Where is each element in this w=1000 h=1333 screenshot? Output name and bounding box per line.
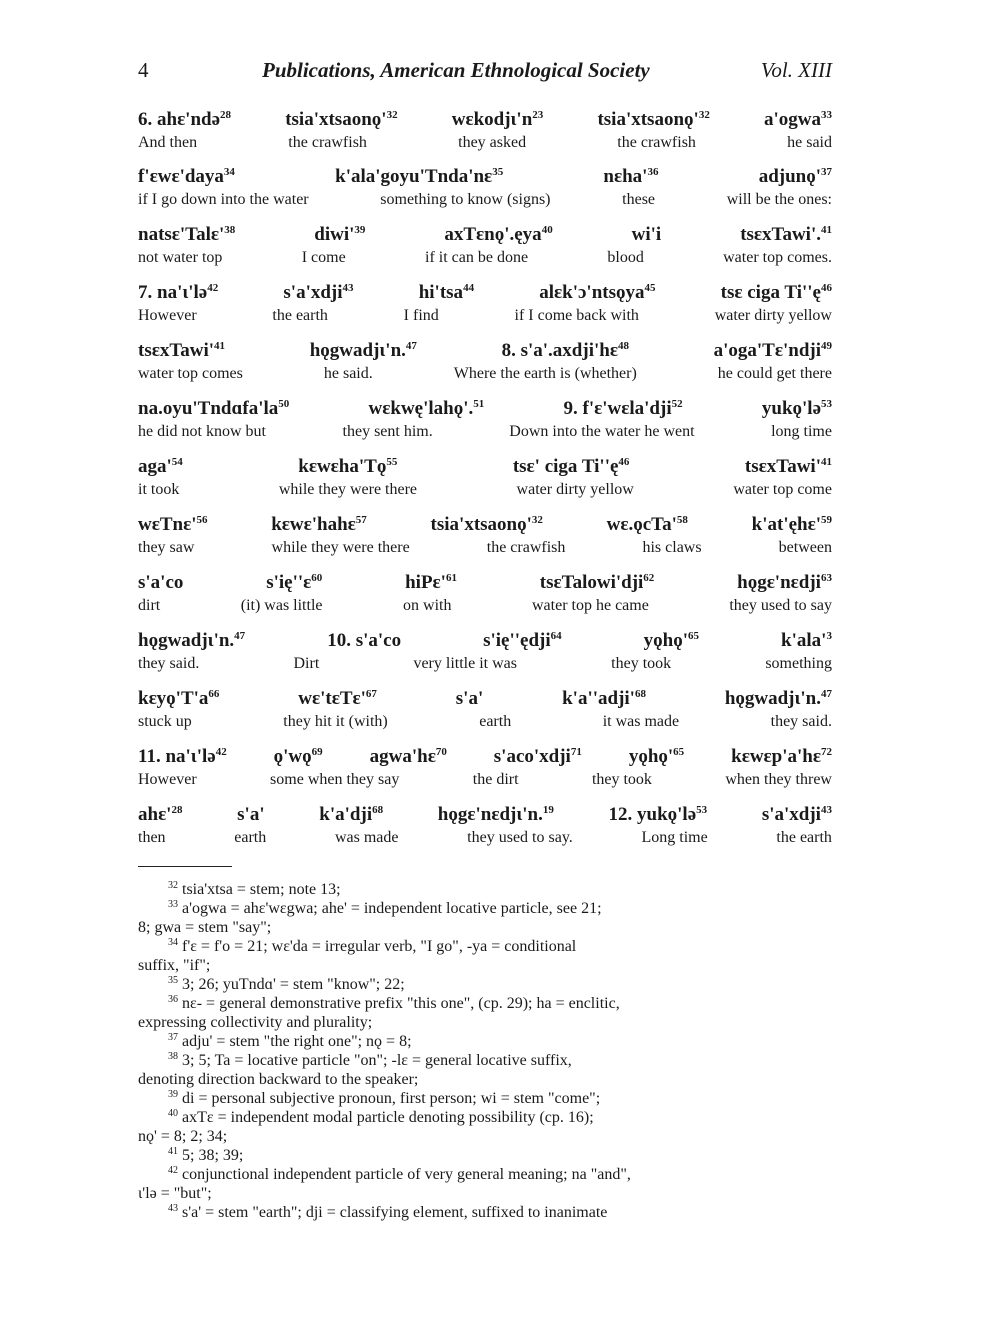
footnote-text: 5; 38; 39; (182, 1147, 244, 1164)
english-gloss-line (138, 653, 832, 674)
native-word: wɛkwę'lahǫ'.$^{51}$ (368, 398, 485, 419)
english-gloss: while they were there (271, 539, 410, 556)
footnote-ref: 32 (698, 109, 710, 121)
footnote-ref: 53 (696, 804, 708, 816)
footnote-text: 3; 5; Ta = locative particle "on"; -lɛ = general locative suffix, (182, 1052, 572, 1069)
native-word: kɛwɛ'hahɛ$^{57}$ (271, 514, 367, 535)
english-gloss: the dirt (472, 771, 519, 788)
footnote-number: 38 (168, 1051, 178, 1062)
footnote (138, 1203, 832, 1222)
native-line (138, 745, 832, 769)
footnote-ref: 46 (820, 282, 832, 294)
native-word: s'a'co (138, 572, 184, 593)
native-word: hǫgɛ'nɛdjɩ'n.$^{19}$ (437, 804, 554, 825)
native-word: 10. s'a'co (327, 630, 402, 651)
english-gloss: between (778, 539, 832, 556)
native-line (138, 455, 832, 479)
interlinear-block (138, 165, 832, 210)
native-word: $k'a''adji'^{68}$ (562, 688, 646, 709)
english-gloss: the crawfish (288, 134, 367, 151)
footnote-divider (138, 866, 232, 867)
footnote-ref: 34 (223, 166, 235, 178)
interlinear-block (138, 223, 832, 268)
footnote-ref: 38 (224, 224, 236, 236)
english-gloss-line (138, 305, 832, 326)
footnote-ref: 53 (821, 398, 832, 410)
native-line (138, 339, 832, 363)
english-gloss: his claws (642, 539, 702, 556)
footnote (138, 1013, 832, 1032)
english-gloss: earth (479, 713, 512, 730)
footnote-ref: 42 (207, 282, 219, 294)
interlinear-block (138, 687, 832, 732)
english-gloss: he did not know but (138, 423, 266, 440)
footnote-text: s'a' = stem "earth"; dji = classifying element, suffixed to inanimate (182, 1204, 608, 1221)
english-gloss: they hit it (with) (283, 713, 388, 730)
native-word: 12. yukǫ'lə$^{53}$ (608, 804, 708, 825)
footnote-ref: 51 (473, 398, 485, 410)
native-word: hǫgɛ'nɛdji$^{63}$ (737, 572, 832, 593)
footnote-ref: 59 (821, 514, 832, 526)
footnote (138, 899, 832, 918)
footnote-ref: 28 (171, 804, 183, 816)
footnote-ref: 57 (355, 514, 367, 526)
footnote-ref: 49 (821, 340, 832, 352)
footnote-ref: 62 (643, 572, 655, 584)
native-word: $tsɛxTawi'^{41}$ (744, 456, 832, 477)
english-gloss: while they were there (278, 481, 418, 498)
footnote-ref: 46 (618, 456, 630, 468)
native-word: tsɛ' ciga $Ti''ę^{46}$ (512, 456, 630, 477)
native-line (138, 397, 832, 421)
footnote (138, 1051, 832, 1070)
footnote-ref: 41 (214, 340, 226, 352)
native-line (138, 281, 832, 305)
native-word: s'ię''ędji$^{64}$ (483, 630, 562, 651)
native-word: a'oga'Tɛ'ndji$^{49}$ (713, 340, 832, 361)
native-word: 11. na'ɩ'lə$^{42}$ (138, 746, 227, 767)
english-gloss-line (138, 132, 832, 153)
english-gloss: water top come (733, 481, 832, 498)
page-number: 4 (138, 58, 149, 82)
footnote-text: f'ɛ = f'o = 21; wɛ'da = irregular verb, "I go", -ya = conditional (182, 938, 577, 955)
footnote-number: 41 (168, 1146, 178, 1157)
english-gloss: the crawfish (617, 134, 696, 151)
english-gloss: they said. (770, 713, 832, 730)
footnote-number: 33 (168, 899, 178, 910)
english-gloss: they took (591, 771, 652, 788)
footnote-ref: 47 (405, 340, 417, 352)
native-line (138, 571, 832, 595)
native-word: $tsɛxTawi'^{41}$ (138, 340, 226, 361)
native-word: s'aco'xdji$^{71}$ (493, 746, 582, 767)
english-gloss: they sent him. (342, 423, 433, 440)
footnote-ref: 33 (820, 109, 832, 121)
native-line (138, 803, 832, 827)
footnote (138, 956, 832, 975)
english-gloss: he could get there (717, 365, 832, 382)
native-word: yukǫ'lə$^{53}$ (761, 398, 832, 419)
english-gloss: stuck up (138, 713, 192, 730)
english-gloss: they used to say (729, 597, 832, 614)
footnote-ref: 28 (220, 109, 232, 121)
native-word: $kɛyǫ'T'a^{66}$ (138, 688, 220, 709)
footnote-ref: 68 (372, 804, 384, 816)
footnote-ref: 67 (365, 688, 377, 700)
english-gloss: something (765, 655, 832, 672)
footnote-text: suffix, "if"; (138, 957, 211, 974)
native-word: $tsia'xtsaonǫ'^{32}$ (285, 109, 398, 130)
english-gloss: water top comes. (723, 249, 832, 266)
english-gloss: was made (334, 829, 399, 846)
english-gloss: the earth (776, 829, 832, 846)
footnote-ref: 64 (550, 630, 562, 642)
english-gloss: these (622, 191, 656, 208)
interlinear-block (138, 339, 832, 384)
english-gloss-line (138, 479, 832, 500)
native-word: s'ię''ɛ$^{60}$ (266, 572, 323, 593)
english-gloss: dirt (138, 597, 161, 614)
footnote-text: nǫ' = 8; 2; 34; (138, 1128, 228, 1145)
footnote-text: 3; 26; yuTndɑ' = stem "know"; 22; (182, 976, 405, 993)
interlinear-block (138, 513, 832, 558)
english-gloss: water top comes (138, 365, 243, 382)
native-line (138, 165, 832, 189)
english-gloss-line (138, 247, 832, 268)
footnote-ref: 40 (541, 224, 553, 236)
footnote (138, 1184, 832, 1203)
footnote-ref: 43 (820, 804, 832, 816)
footnote-text: expressing collectivity and plurality; (138, 1014, 373, 1031)
native-word: hi'tsa$^{44}$ (418, 282, 475, 303)
footnote-text: ɩ'lə = "but"; (138, 1185, 212, 1202)
footnote-ref: 19 (542, 804, 554, 816)
footnote (138, 1127, 832, 1146)
interlinear-block (138, 571, 832, 616)
native-word: hǫgwadjɩ'n.$^{47}$ (138, 630, 246, 651)
english-gloss: it took (138, 481, 180, 498)
footnote-ref: 65 (688, 630, 700, 642)
footnote-ref: 71 (570, 746, 582, 758)
english-gloss: Down into the water he went (509, 423, 695, 440)
native-word: f'ɛwɛ'daya$^{34}$ (138, 166, 235, 187)
native-line (138, 108, 832, 132)
english-gloss: water dirty yellow (516, 481, 634, 498)
english-gloss: And then (138, 134, 198, 151)
footnote-ref: 43 (342, 282, 354, 294)
english-gloss: they used to say. (467, 829, 573, 846)
english-gloss: Dirt (293, 655, 320, 672)
footnote-ref: 61 (445, 572, 457, 584)
native-word: k'ala'goyu'Tnda'nɛ$^{35}$ (335, 166, 504, 187)
english-gloss: it was made (602, 713, 680, 730)
english-gloss: when they threw (725, 771, 832, 788)
footnote (138, 1032, 832, 1051)
footnote-ref: 45 (644, 282, 656, 294)
publication-title: Publications, American Ethnological Society (262, 58, 650, 82)
footnote-ref: 35 (492, 166, 504, 178)
native-line (138, 687, 832, 711)
footnote (138, 975, 832, 994)
native-word: tsɛ ciga $Ti''ę^{46}$ (720, 282, 832, 303)
native-word: agwa'hɛ$^{70}$ (369, 746, 447, 767)
native-word: a'ogwa$^{33}$ (763, 109, 832, 130)
footnote-number: 42 (168, 1165, 178, 1176)
footnote-ref: 44 (463, 282, 475, 294)
native-word: 6. ahɛ'ndə$^{28}$ (138, 109, 232, 130)
native-word: $tsia'xtsaonǫ'^{32}$ (597, 109, 710, 130)
native-word: wi'i (631, 224, 662, 245)
english-gloss: very little it was (413, 655, 517, 672)
native-word: $kɛwɛha'Tǫ^{55}$ (298, 456, 398, 477)
english-gloss: the earth (272, 307, 328, 324)
footnote-ref: 68 (634, 688, 646, 700)
native-word: 8. s'a'.axdji'hɛ$^{48}$ (501, 340, 629, 361)
footnote-ref: 48 (617, 340, 629, 352)
footnote-number: 37 (168, 1032, 178, 1043)
native-word: $nɛha'^{36}$ (603, 166, 659, 187)
footnote-ref: 66 (208, 688, 220, 700)
interlinear-block (138, 281, 832, 326)
footnote-ref: 72 (820, 746, 832, 758)
footnote-ref: 47 (820, 688, 832, 700)
native-word: $yǫhǫ'^{65}$ (643, 630, 700, 651)
native-line (138, 513, 832, 537)
footnote-ref: 70 (435, 746, 447, 758)
footnote-ref: 60 (311, 572, 323, 584)
footnote-ref: 54 (171, 456, 183, 468)
footnote-ref: 56 (196, 514, 208, 526)
footnote (138, 1070, 832, 1089)
footnote-ref: 69 (311, 746, 323, 758)
footnote-text: adju' = stem "the right one"; nǫ = 8; (182, 1033, 412, 1050)
english-gloss-line (138, 711, 832, 732)
footnote-text: conjunctional independent particle of very general meaning; na "and", (182, 1166, 631, 1183)
interlinear-block (138, 397, 832, 442)
native-word: s'a'xdji$^{43}$ (283, 282, 354, 303)
interlinear-block (138, 108, 832, 153)
native-line (138, 629, 832, 653)
native-word: hǫgwadjɩ'n.$^{47}$ (309, 340, 417, 361)
footnote-ref: 3 (826, 630, 832, 642)
native-word: $wɛkodjɩ'n^{23}$ (451, 109, 544, 130)
native-word: tsɛxTawi'.$^{41}$ (740, 224, 832, 245)
native-word: kɛwɛp'a'hɛ$^{72}$ (731, 746, 832, 767)
native-word: s'a' (455, 688, 484, 709)
footnote-text: di = personal subjective pronoun, first person; wi = stem "come"; (182, 1090, 601, 1107)
footnote-number: 32 (168, 880, 178, 891)
english-gloss: will be the ones: (726, 191, 832, 208)
footnote-text: nɛ- = general demonstrative prefix "this one", (cp. 29); ha = enclitic, (182, 995, 620, 1012)
footnote (138, 1165, 832, 1184)
english-gloss: Long time (641, 829, 708, 846)
english-gloss: something to know (signs) (380, 191, 551, 208)
english-gloss-line (138, 189, 832, 210)
native-word: 7. na'ɩ'lə$^{42}$ (138, 282, 219, 303)
native-word: $adjunǫ'^{37}$ (758, 166, 832, 187)
footnote (138, 994, 832, 1013)
english-gloss: he said. (323, 365, 373, 382)
english-gloss-line (138, 537, 832, 558)
native-word: s'a' (237, 804, 265, 825)
english-gloss: However (138, 771, 197, 788)
english-gloss-line (138, 363, 832, 384)
english-gloss: I come (301, 249, 346, 266)
footnote-number: 36 (168, 994, 178, 1005)
english-gloss: water top he came (531, 597, 649, 614)
footnote-text: a'ogwa = ahɛ'wɛgwa; ahe' = independent locative particle, see 21; (182, 900, 602, 917)
native-word: s'a'xdji$^{43}$ (761, 804, 832, 825)
footnote-number: 34 (168, 937, 178, 948)
footnote-ref: 63 (820, 572, 832, 584)
english-gloss: not water top (138, 249, 223, 266)
english-gloss: the crawfish (486, 539, 566, 556)
footnote-ref: 32 (386, 109, 398, 121)
native-word: $diwi'^{39}$ (314, 224, 366, 245)
footnote-text: denoting direction backward to the speaker; (138, 1071, 419, 1088)
footnote-text: 8; gwa = stem "say"; (138, 919, 272, 936)
english-gloss-line (138, 827, 832, 848)
native-word: k'a'dji$^{68}$ (319, 804, 384, 825)
footnote (138, 918, 832, 937)
native-word: alɛk'ɔ'ntsǫya$^{45}$ (539, 282, 656, 303)
native-word: $wɛ.ǫcTa'^{58}$ (606, 514, 688, 535)
native-word: $ahɛ'^{28}$ (138, 804, 183, 825)
english-gloss: long time (771, 423, 832, 440)
english-gloss-line (138, 421, 832, 442)
footnote-ref: 23 (532, 109, 544, 121)
english-gloss: some when they say (270, 771, 400, 788)
footnotes (138, 880, 832, 1222)
english-gloss: on with (403, 597, 452, 614)
native-word: $yǫhǫ'^{65}$ (628, 746, 685, 767)
interlinear-block (138, 745, 832, 790)
native-word: $aga'^{54}$ (138, 456, 183, 477)
english-gloss: Where the earth is (whether) (453, 365, 637, 382)
english-gloss: blood (607, 249, 644, 266)
english-gloss: they took (611, 655, 672, 672)
footnote-ref: 36 (647, 166, 659, 178)
native-word: axTɛnǫ'.ęya$^{40}$ (444, 224, 553, 245)
footnote-text: axTɛ = independent modal particle denoting possibility (cp. 16); (182, 1109, 594, 1126)
footnote-ref: 50 (278, 398, 290, 410)
footnote-ref: 37 (821, 166, 832, 178)
native-word: $tsia'xtsaonǫ'^{32}$ (430, 514, 543, 535)
english-gloss-line (138, 595, 832, 616)
footnote-number: 40 (168, 1108, 178, 1119)
english-gloss: he said (787, 134, 832, 151)
english-gloss: they asked (458, 134, 527, 151)
native-word: $wɛ'tɛTɛ'^{67}$ (298, 688, 377, 709)
native-word: $natsɛ'Talɛ'^{38}$ (138, 224, 236, 245)
native-word: tsɛTalowi'dji$^{62}$ (539, 572, 655, 593)
interlinear-block (138, 629, 832, 674)
native-word: $na.oyu'Tndɑfa'la^{50}$ (138, 398, 290, 419)
footnote (138, 880, 832, 899)
footnote-ref: 41 (820, 224, 832, 236)
volume-label: Vol. XIII (760, 58, 832, 82)
footnote-ref: 47 (234, 630, 246, 642)
native-word: $wɛTnɛ'^{56}$ (138, 514, 208, 535)
running-header (138, 58, 832, 88)
native-word: $k'at'ęhɛ'^{59}$ (751, 514, 832, 535)
footnote-ref: 55 (386, 456, 398, 468)
footnote-ref: 58 (676, 514, 688, 526)
english-gloss: I find (403, 307, 439, 324)
footnote-ref: 42 (215, 746, 227, 758)
footnote-number: 35 (168, 975, 178, 986)
footnote (138, 1146, 832, 1165)
english-gloss: they said. (138, 655, 200, 672)
interlinear-block (138, 455, 832, 500)
footnote-ref: 52 (671, 398, 683, 410)
footnote (138, 937, 832, 956)
footnote-text: tsia'xtsa = stem; note 13; (182, 881, 341, 898)
footnote-ref: 32 (531, 514, 543, 526)
native-word: $hiPɛ'^{61}$ (405, 572, 457, 593)
english-gloss: they saw (138, 539, 195, 556)
english-gloss: earth (234, 829, 267, 846)
native-word: $k'ala'^3$ (781, 630, 832, 651)
native-word: 9. f'ɛ'wɛla'dji$^{52}$ (563, 398, 683, 419)
english-gloss: if I come back with (514, 307, 639, 324)
footnote-number: 43 (168, 1203, 178, 1214)
footnote (138, 1089, 832, 1108)
interlinear-block (138, 803, 832, 848)
footnote-ref: 39 (354, 224, 366, 236)
footnote-ref: 65 (673, 746, 685, 758)
footnote (138, 1108, 832, 1127)
english-gloss: (it) was little (240, 597, 323, 614)
english-gloss: water dirty yellow (714, 307, 832, 324)
footnote-ref: 41 (820, 456, 832, 468)
english-gloss: then (138, 829, 166, 846)
footnote-number: 39 (168, 1089, 178, 1100)
english-gloss: if I go down into the water (138, 191, 309, 208)
english-gloss: if it can be done (425, 249, 529, 266)
native-word: hǫgwadjɩ'n.$^{47}$ (724, 688, 832, 709)
english-gloss: However (138, 307, 197, 324)
native-word: $ǫ'wǫ^{69}$ (273, 746, 323, 767)
native-line (138, 223, 832, 247)
english-gloss-line (138, 769, 832, 790)
